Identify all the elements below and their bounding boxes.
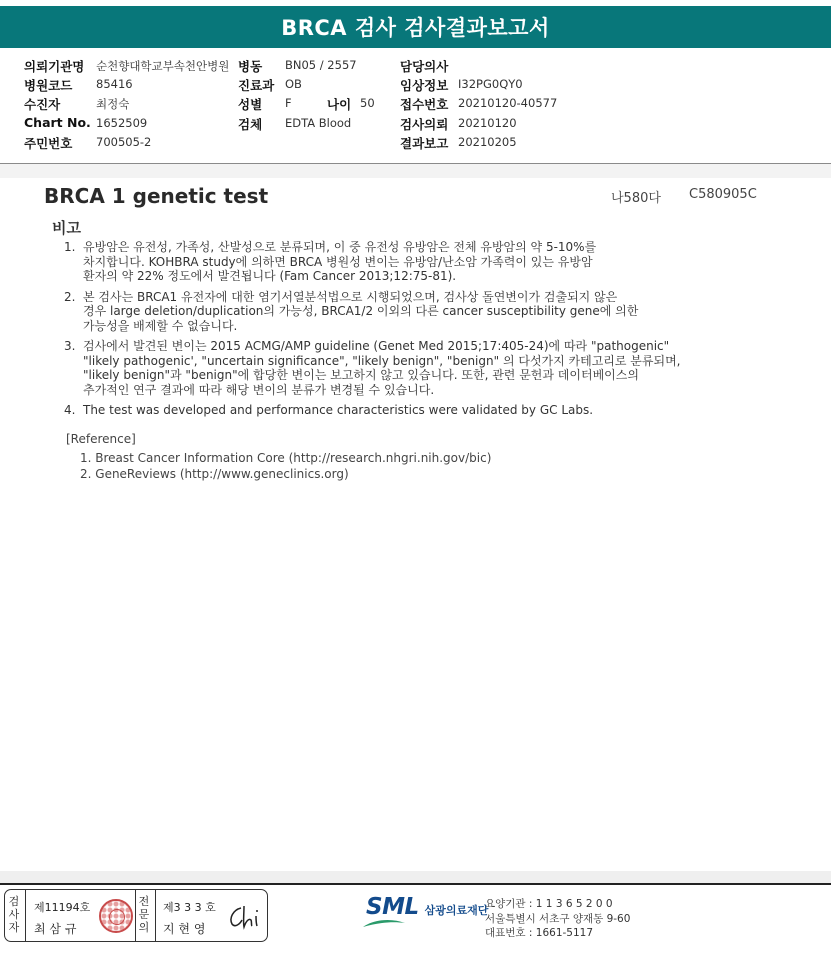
reference-item: 1. Breast Cancer Information Core (http://research.nhgri.nih.gov/bic) <box>80 451 492 465</box>
department-value: OB <box>285 77 302 91</box>
examiner-name: 최 삼 규 <box>34 922 77 936</box>
specimen-label: 검체 <box>238 117 263 132</box>
remark-number: 2. <box>64 289 76 304</box>
sex-value: F <box>285 96 292 110</box>
footer-band <box>0 871 831 883</box>
department-label: 진료과 <box>238 78 275 93</box>
examinee-value: 최정숙 <box>96 97 130 111</box>
specimen-value: EDTA Blood <box>285 116 352 130</box>
receipt-no-label: 접수번호 <box>400 97 449 112</box>
test-code: C580905C <box>689 187 757 202</box>
reference-heading: [Reference] <box>66 432 136 446</box>
org-name: 삼광의료재단 <box>424 904 489 917</box>
clinical-info-value: I32PG0QY0 <box>458 77 523 91</box>
examiner-license: 제11194호 <box>34 901 91 914</box>
specialist-name: 지 현 영 <box>163 922 206 936</box>
clinical-info-label: 임상정보 <box>400 78 449 93</box>
remark-line: "likely pathogenic', "uncertain significance", "likely benign", "benign" 의 다섯가지 카테고리로 분류되며, <box>83 353 681 368</box>
remark-line: 환자의 약 22% 정도에서 발견됩니다 (Fam Cancer 2013;12:75-81). <box>83 269 457 283</box>
logo-swoosh-icon <box>362 918 406 930</box>
ward-label: 병동 <box>238 59 263 74</box>
test-title: BRCA 1 genetic test <box>44 184 269 208</box>
contact-line: 서울특별시 서초구 양재동 9-60 <box>485 912 631 925</box>
hospital-code-value: 85416 <box>96 77 133 91</box>
remark-line: 차지합니다. KOHBRA study에 의하면 BRCA 병원성 변이는 유방암/난소암 가족력이 있는 유방암 <box>83 254 593 269</box>
examiner-label: 검 사 자 <box>8 895 20 934</box>
footer-divider <box>0 883 831 885</box>
signature-divider <box>155 890 156 941</box>
remarks-list <box>64 240 784 424</box>
remark-number: 4. <box>64 403 76 417</box>
remark-number: 1. <box>64 240 76 254</box>
remark-line: 추가적인 연구 결과에 따라 해당 변이의 분류가 변경될 수 있습니다. <box>83 382 435 397</box>
remark-item <box>64 290 784 334</box>
contact-info <box>485 897 630 941</box>
requested-value: 20210120 <box>458 116 517 130</box>
institution-label: 의뢰기관명 <box>24 59 85 74</box>
remark-line: 본 검사는 BRCA1 유전자에 대한 염기서열분석법으로 시행되었으며, 검사상 돌연변이가 검출되지 않은 <box>83 289 618 304</box>
signature-divider <box>25 890 26 941</box>
hospital-code-label: 병원코드 <box>24 78 73 93</box>
remark-item <box>64 240 784 284</box>
contact-line: 요양기관 : 1 1 3 6 5 2 0 0 <box>485 898 613 910</box>
reported-label: 결과보고 <box>400 136 449 151</box>
remarks-heading: 비고 <box>52 219 81 237</box>
patient-info-section <box>0 48 831 163</box>
section-band <box>0 164 831 178</box>
institution-value: 순천향대학교부속천안병원 <box>96 59 230 73</box>
requested-label: 검사의뢰 <box>400 117 449 132</box>
remark-item <box>64 339 784 397</box>
reported-value: 20210205 <box>458 135 517 149</box>
remark-line: "likely benign"과 "benign"에 합당한 변이는 보고하지 않고 있습니다. 또한, 관련 문헌과 데이터베이스의 <box>83 368 639 382</box>
receipt-no-value: 20210120-40577 <box>458 96 558 110</box>
remark-line: The test was developed and performance characteristics were validated by GC Labs. <box>83 403 594 417</box>
ward-value: BN05 / 2557 <box>285 58 357 72</box>
sex-label: 성별 <box>238 97 263 112</box>
logo-mark: SML <box>366 894 419 920</box>
contact-line: 대표번호 : 1661-5117 <box>485 927 594 939</box>
remark-line: 경우 large deletion/duplication의 가능성, BRCA1/2 이외의 다른 cancer susceptibility gene에 의한 <box>83 304 639 318</box>
sml-logo <box>366 894 488 920</box>
resident-no-label: 주민번호 <box>24 136 73 151</box>
remark-item <box>64 403 784 418</box>
specialist-license: 제3 3 3 호 <box>163 901 216 914</box>
signature-divider <box>135 890 136 941</box>
examiner-seal <box>99 899 133 933</box>
examinee-label: 수진자 <box>24 97 61 112</box>
remark-line: 가능성을 배제할 수 없습니다. <box>83 318 238 333</box>
reference-list <box>80 451 491 482</box>
chart-no-label: Chart No. <box>24 115 91 130</box>
age-label: 나이 <box>327 97 352 112</box>
remark-line: 검사에서 발견된 변이는 2015 ACMG/AMP guideline (Genet Med 2015;17:405-24)에 따라 "pathogenic" <box>83 339 670 353</box>
specialist-label: 전 문 의 <box>138 895 150 934</box>
signature-image <box>227 902 263 930</box>
chart-no-value: 1652509 <box>96 116 148 130</box>
doctor-label: 담당의사 <box>400 59 449 74</box>
report-title: BRCA 검사 검사결과보고서 <box>0 6 831 48</box>
reference-item: 2. GeneReviews (http://www.geneclinics.org) <box>80 466 349 481</box>
remark-line: 유방암은 유전성, 가족성, 산발성으로 분류되며, 이 중 유전성 유방암은 전체 유방암의 약 5-10%를 <box>83 240 597 254</box>
test-code-local: 나580다 <box>611 191 661 206</box>
signature-box <box>4 889 268 942</box>
resident-no-value: 700505-2 <box>96 135 152 149</box>
remark-number: 3. <box>64 339 76 353</box>
age-value: 50 <box>360 96 375 110</box>
